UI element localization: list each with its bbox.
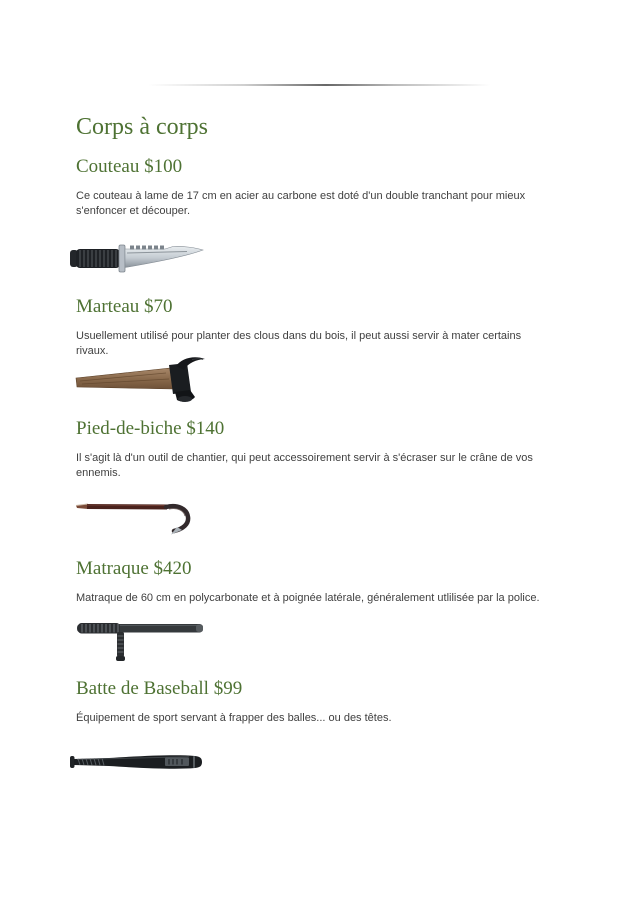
product-section-couteau [76, 155, 566, 219]
product-heading: Couteau $100 [76, 156, 183, 177]
product-heading: Batte de Baseball $99 [76, 678, 243, 699]
product-section-pied-de-biche [76, 417, 566, 481]
crowbar-image [74, 496, 210, 536]
product-heading: Marteau $70 [76, 296, 173, 317]
product-description: Équipement de sport servant à frapper des balles... ou des têtes. [76, 712, 392, 724]
product-description: Il s'agit là d'un outil de chantier, qui peut accessoirement servir à s'écraser sur le crâne de vos ennemis. [76, 452, 533, 479]
knife-image [69, 237, 205, 279]
top-divider [148, 84, 490, 86]
tonfa-image [74, 616, 206, 662]
product-section-matraque [76, 557, 566, 606]
product-heading: Pied-de-biche $140 [76, 418, 225, 439]
product-description: Ce couteau à lame de 17 cm en acier au carbone est doté d'un double tranchant pour mieux s'enfoncer et découper. [76, 190, 526, 217]
product-section-batte [76, 677, 566, 726]
page-title: Corps à corps [76, 114, 208, 140]
product-description: Matraque de 60 cm en polycarbonate et à poignée latérale, généralement utlilisée par la police. [76, 592, 540, 604]
product-heading: Matraque $420 [76, 558, 192, 579]
hammer-image [74, 356, 212, 403]
product-section-marteau [76, 295, 566, 359]
baseball-bat-image [69, 749, 205, 775]
product-description: Usuellement utilisé pour planter des clous dans du bois, il peut aussi servir à mater certains rivaux. [76, 330, 522, 357]
